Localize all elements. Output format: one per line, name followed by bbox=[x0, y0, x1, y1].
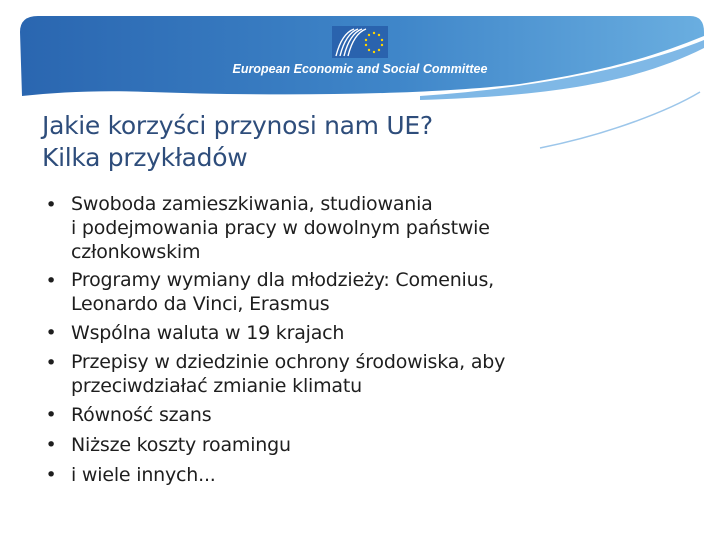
bullet-text bbox=[71, 318, 692, 348]
bullet-dot-icon: • bbox=[45, 194, 57, 216]
bullet-text-line: i wiele innych... bbox=[71, 464, 216, 486]
bullet-text-line: przeciwdziałać zmianie klimatu bbox=[71, 375, 362, 397]
bullet-text-line: Niższe koszty roamingu bbox=[71, 434, 291, 456]
bullet-text-line: Wspólna waluta w 19 krajach bbox=[71, 322, 345, 344]
bullet-item bbox=[42, 348, 692, 400]
bullet-text bbox=[71, 266, 692, 318]
bullet-text-line: Programy wymiany dla młodzieży: Comenius, bbox=[71, 269, 495, 291]
bullet-item bbox=[42, 266, 692, 318]
bullet-text-line: Przepisy w dziedzinie ochrony środowiska, aby bbox=[71, 351, 506, 373]
slide-title bbox=[42, 110, 682, 174]
organization-name: European Economic and Social Committee bbox=[232, 62, 488, 76]
bullet-text bbox=[71, 190, 692, 266]
bullet-dot-icon: • bbox=[45, 322, 57, 344]
bullet-dot-icon: • bbox=[45, 434, 57, 456]
bullet-item bbox=[42, 190, 692, 266]
bullet-dot-icon: • bbox=[45, 270, 57, 292]
bullet-item bbox=[42, 430, 692, 460]
slide-title-line-1: Jakie korzyści przynosi nam UE? bbox=[42, 111, 433, 140]
bullet-text-line: członkowskim bbox=[71, 241, 201, 263]
slide-title-line-2: Kilka przykładów bbox=[42, 143, 248, 172]
bullet-text bbox=[71, 460, 692, 490]
bullet-dot-icon: • bbox=[45, 352, 57, 374]
bullet-dot-icon: • bbox=[45, 404, 57, 426]
bullet-text-line: Swoboda zamieszkiwania, studiowania bbox=[71, 193, 433, 215]
bullet-text-line: i podejmowania pracy w dowolnym państwie bbox=[71, 217, 490, 239]
bullet-dot-icon: • bbox=[45, 464, 57, 486]
bullet-text-line: Równość szans bbox=[71, 404, 212, 426]
bullet-text bbox=[71, 430, 692, 460]
eesc-logo-icon bbox=[332, 26, 388, 58]
bullet-item bbox=[42, 318, 692, 348]
bullet-text-line: Leonardo da Vinci, Erasmus bbox=[71, 293, 330, 315]
bullet-text bbox=[71, 400, 692, 430]
bullet-item bbox=[42, 460, 692, 490]
bullet-item bbox=[42, 400, 692, 430]
bullet-list bbox=[42, 190, 692, 490]
bullet-text bbox=[71, 348, 692, 400]
